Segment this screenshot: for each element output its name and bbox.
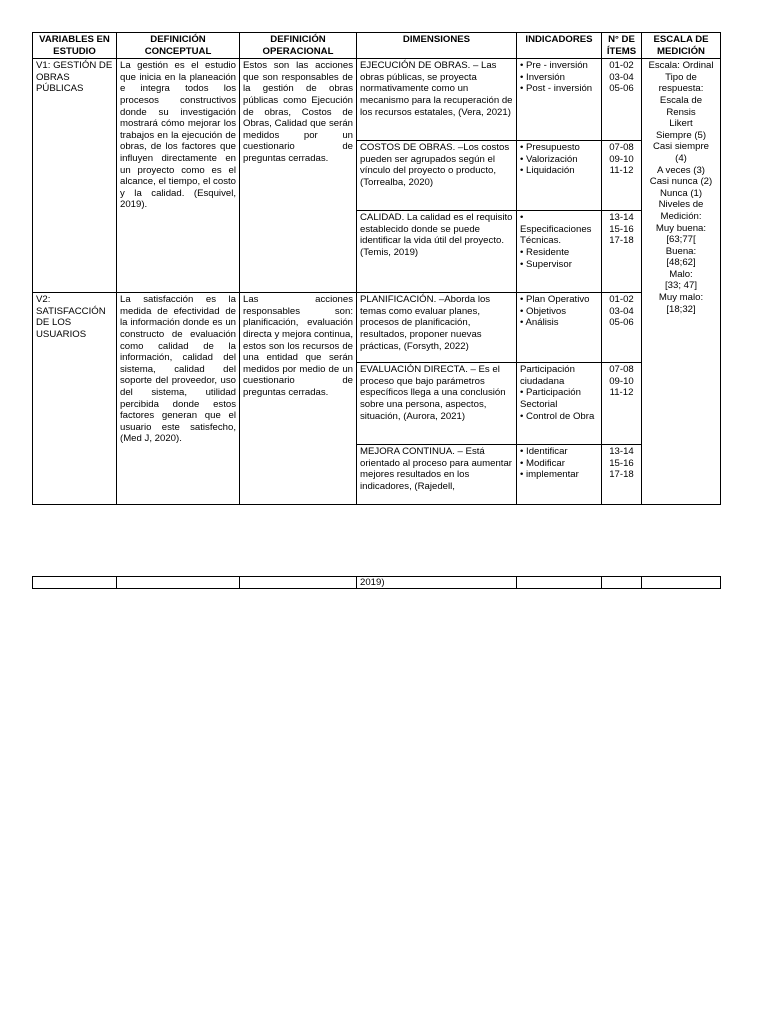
indicator-item: • Identificar <box>520 446 598 458</box>
escala-line: [33; 47] <box>664 280 697 292</box>
v1-def-operacional: Estos son las acciones que son responsables de la gestión de obras públicas como Ejecución de obras, Costos de Obras, Calidad que serán medidos por un cuestionario de preguntas cerradas. <box>240 59 357 293</box>
indicator-item: Especificaciones Técnicas. <box>520 223 592 247</box>
variable-v1: V1: GESTIÓN DE OBRAS PÚBLICAS <box>33 59 117 293</box>
escala-line: Muy malo: <box>658 292 704 304</box>
indicator-list <box>517 445 602 505</box>
escala-line: Casi siempre <box>653 141 709 153</box>
escala-cell <box>642 59 721 505</box>
empty-cell <box>240 577 357 589</box>
escala-line: Escala: Ordinal <box>648 60 714 72</box>
items-cell <box>602 141 642 211</box>
escala-line: Tipo de <box>665 71 697 83</box>
item-range: 07-08 <box>609 364 634 376</box>
indicator-item: • Objetivos <box>520 306 598 318</box>
indicator-item: • Post - inversión <box>520 83 598 95</box>
header-dimensiones: DIMENSIONES <box>357 33 517 59</box>
escala-line: Likert <box>669 118 693 130</box>
empty-cell <box>33 577 117 589</box>
table-row <box>33 577 721 589</box>
escala-line: Rensis <box>666 106 696 118</box>
item-range: 13-14 <box>609 446 634 458</box>
item-range: 05-06 <box>609 317 634 329</box>
escala-line: Nunca (1) <box>659 187 703 199</box>
item-range: 01-02 <box>609 60 634 72</box>
escala-line: (4) <box>675 152 687 164</box>
header-items: N° DE ÍTEMS <box>602 33 642 59</box>
items-cell <box>602 445 642 505</box>
indicator-item: • Liquidación <box>520 165 598 177</box>
item-range: 11-12 <box>609 165 634 177</box>
escala-line: [63;77[ <box>666 234 696 246</box>
escala-line: respuesta: <box>658 83 704 95</box>
header-row <box>33 33 721 59</box>
indicator-item: • Plan Operativo <box>520 294 598 306</box>
item-range: 11-12 <box>609 387 634 399</box>
header-indicadores: INDICADORES <box>517 33 602 59</box>
continuation-table <box>32 576 721 589</box>
empty-cell <box>602 577 642 589</box>
indicator-list <box>517 363 602 445</box>
dimension-text: CALIDAD. La calidad es el requisito establecido donde se puede identificar la vida útil del proyecto. (Temis, 2019) <box>357 211 517 293</box>
empty-cell <box>517 577 602 589</box>
dimension-text: COSTOS DE OBRAS. –Los costos pueden ser agrupados según el vínculo del proyecto o producto, (Torrealba, 2020) <box>357 141 517 211</box>
item-range: 03-04 <box>609 71 634 83</box>
items-cell <box>602 293 642 363</box>
item-range: 09-10 <box>609 153 634 165</box>
item-range: 03-04 <box>609 305 634 317</box>
indicator-item: • Control de Obra <box>520 411 598 423</box>
empty-cell <box>642 577 721 589</box>
header-def-operacional: DEFINICIÓN OPERACIONAL <box>240 33 357 59</box>
dimension-text: EJECUCIÓN DE OBRAS. – Las obras públicas, se proyecta normativamente como un mecanismo para la recuperación de los recursos estatales, (Vera, 2021) <box>357 59 517 141</box>
escala-line: [48;62] <box>666 257 696 269</box>
indicator-list <box>517 211 602 293</box>
item-range: 17-18 <box>609 469 634 481</box>
escala-line: Medición: <box>660 210 702 222</box>
item-range: 09-10 <box>609 375 634 387</box>
items-cell <box>602 59 642 141</box>
table-row <box>33 293 721 363</box>
indicator-item: • Inversión <box>520 72 598 84</box>
indicator-item: • Valorización <box>520 154 598 166</box>
escala-line: Siempre (5) <box>655 129 707 141</box>
indicator-item: Participación ciudadana <box>520 364 575 387</box>
escala-line: Casi nunca (2) <box>649 176 713 188</box>
header-def-conceptual: DEFINICIÓN CONCEPTUAL <box>117 33 240 59</box>
escala-line: Malo: <box>669 268 693 280</box>
escala-line: Muy buena: <box>655 222 707 234</box>
empty-cell <box>117 577 240 589</box>
dimension-text: PLANIFICACIÓN. –Aborda los temas como evaluar planes, procesos de planificación, resultados, proponer nuevas prácticas, (Forsyth, 2022) <box>357 293 517 363</box>
escala-line: A veces (3) <box>657 164 705 176</box>
v2-def-operacional: Las acciones responsables son: planificación, evaluación directa y mejora continua, estos son los recursos de una entidad que serán medidos por medio de un cuestionario de preguntas cerradas. <box>240 293 357 505</box>
indicator-item: • Presupuesto <box>520 142 598 154</box>
item-range: 15-16 <box>609 457 634 469</box>
item-range: 01-02 <box>609 294 634 306</box>
item-range: 13-14 <box>609 212 634 224</box>
escala-line: Escala de <box>659 94 703 106</box>
indicator-item: • Participación Sectorial <box>520 387 598 410</box>
indicator-item <box>520 212 598 224</box>
indicator-item: • Análisis <box>520 317 598 329</box>
indicator-list <box>517 293 602 363</box>
escala-line: Niveles de <box>658 199 704 211</box>
escala-line: [18;32] <box>666 303 696 315</box>
dimension-text: MEJORA CONTINUA. – Está orientado al proceso para aumentar mejores resultados en los indicadores, (Rajedell, <box>357 445 517 505</box>
v2-def-conceptual: La satisfacción es la medida de efectividad de la información donde es un constructo de evaluación como calidad de la información, calidad del sistema, calidad del soporte del proveedor, uso del sistema, utilidad percibida donde estos factores generan que el usuario este satisfecho, (Med J, 2020). <box>117 293 240 505</box>
item-range: 07-08 <box>609 142 634 154</box>
item-range: 05-06 <box>609 83 634 95</box>
escala-line: Buena: <box>665 245 697 257</box>
item-range: 15-16 <box>609 223 634 235</box>
indicator-item: • implementar <box>520 469 598 481</box>
operationalization-table <box>32 32 721 505</box>
indicator-item: • Modificar <box>520 458 598 470</box>
item-range: 17-18 <box>609 235 634 247</box>
variable-v2: V2: SATISFACCIÓN DE LOS USUARIOS <box>33 293 117 505</box>
dimension-text: EVALUACIÓN DIRECTA. – Es el proceso que bajo parámetros específicos llega a una conclusión sobre una persona, aspectos, situación, (Aurora, 2021) <box>357 363 517 445</box>
indicator-list <box>517 59 602 141</box>
table-row <box>33 59 721 141</box>
items-cell <box>602 363 642 445</box>
header-variables: VARIABLES EN ESTUDIO <box>33 33 117 59</box>
indicator-item: • Supervisor <box>520 259 598 271</box>
indicator-item: • Residente <box>520 247 598 259</box>
indicator-item: • Pre - inversión <box>520 60 598 72</box>
v1-def-conceptual: La gestión es el estudio que inicia en la planeación e integra todos los procesos constructivos donde su investigación mostrará cómo mejorar los trabajos en la ejecución de obras, de los factores que influyen directamente en un proyecto como es el alcance, el tiempo, el costo y la calidad. (Esquivel, 2019). <box>117 59 240 293</box>
indicator-list <box>517 141 602 211</box>
header-escala: ESCALA DE MEDICIÓN <box>642 33 721 59</box>
dimension-text-continued: 2019) <box>357 577 517 589</box>
items-cell <box>602 211 642 293</box>
